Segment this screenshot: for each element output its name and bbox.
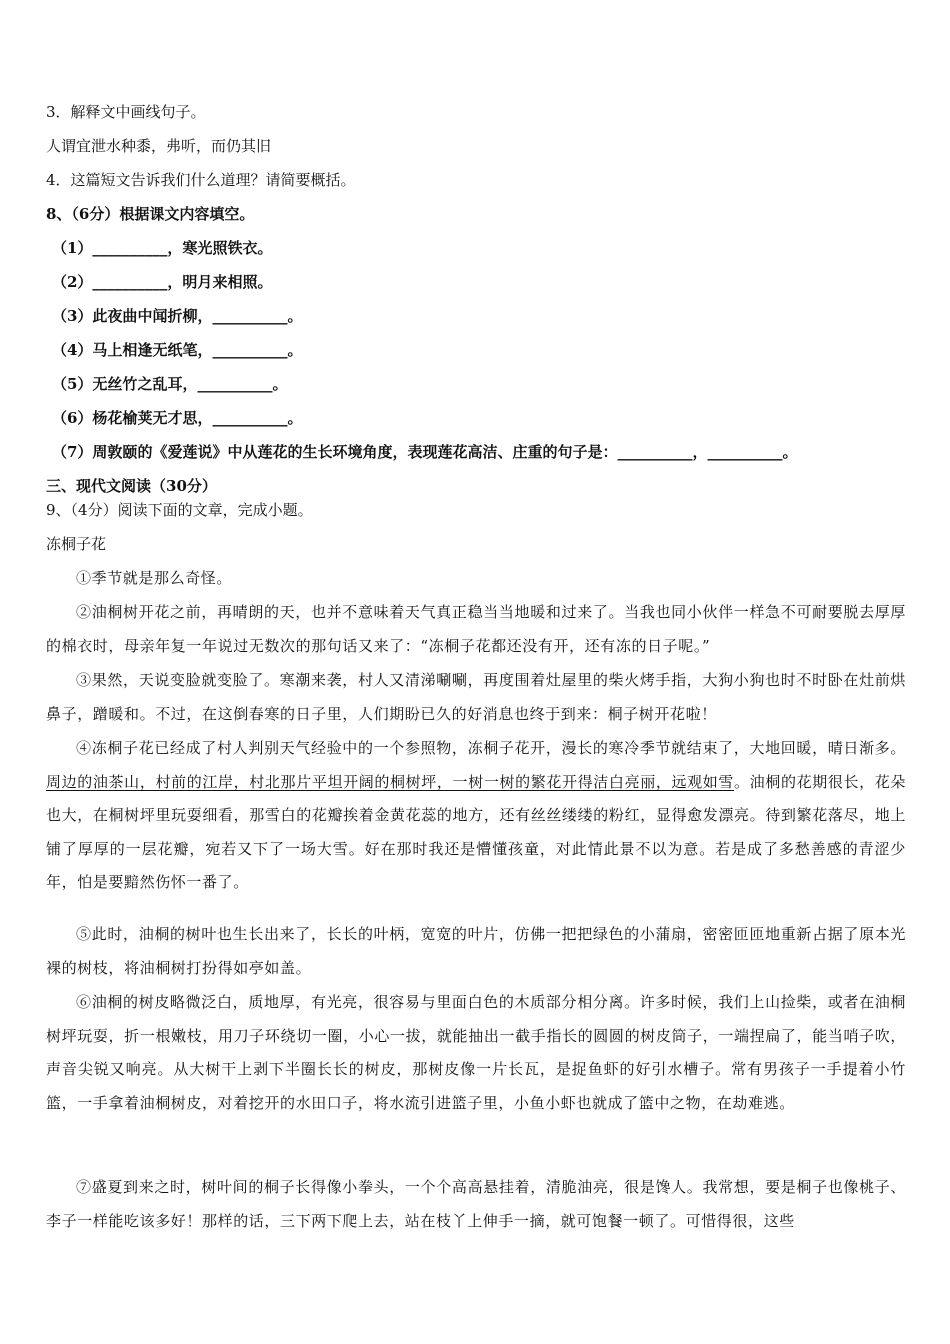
q8-item-3: （3）此夜曲中闻折柳，__________。 bbox=[52, 307, 303, 325]
q8-title: 8、（6分）根据课文内容填空。 bbox=[46, 205, 255, 223]
q8-item-6: （6）杨花榆荚无才思，__________。 bbox=[52, 409, 303, 427]
essay-paragraph-6 bbox=[46, 986, 906, 1120]
q9-prompt: 9、（4分）阅读下面的文章，完成小题。 bbox=[46, 501, 313, 519]
paragraph-text: ⑦盛夏到来之时，树叶间的桐子长得像小拳头，一个个高高悬挂着，清脆油亮，很是馋人。我常想，要是桐子也像桃子、李子一样能吃该多好！那样的话，三下两下爬上去，站在枝丫上伸手一摘，就可饱餐一顿了。可惜得很，这些 bbox=[46, 1178, 906, 1230]
essay-paragraph-7 bbox=[46, 1171, 906, 1238]
q3-sentence: 人谓宜泄水种黍，弗听，而仍其旧 bbox=[46, 137, 272, 155]
q8-item-1: （1）__________，寒光照铁衣。 bbox=[52, 239, 273, 257]
essay-paragraph-3 bbox=[46, 664, 906, 731]
paragraph-text: ④冻桐子花已经成了村人判别天气经验中的一个参照物，冻桐子花开，漫长的寒冷季节就结束了，大地回暖，晴日渐多。 bbox=[76, 739, 906, 757]
q4-prompt: 4．这篇短文告诉我们什么道理？请简要概括。 bbox=[46, 171, 356, 189]
underlined-sentence: 周边的油茶山，村前的江岸，村北那片平坦开阔的桐树坪，一树一树的繁花开得洁白亮丽，远观如雪 bbox=[46, 772, 735, 791]
essay-paragraph-4 bbox=[46, 732, 906, 900]
section-heading: 三、现代文阅读（30分） bbox=[46, 477, 217, 495]
q3-prompt: 3．解释文中画线句子。 bbox=[46, 103, 206, 121]
paragraph-text: ②油桐树开花之前，再晴朗的天，也并不意味着天气真正稳当当地暖和过来了。当我也同小伙伴一样急不可耐要脱去厚厚的棉衣时，母亲年复一年说过无数次的那句话又来了：“冻桐子花都还没有开，还有冻的日子呢。” bbox=[46, 603, 906, 655]
paragraph-text: ③果然，天说变脸就变脸了。寒潮来袭，村人又清涕唰唰，再度围着灶屋里的柴火烤手指，大狗小狗也时不时卧在灶前烘鼻子，蹭暖和。不过，在这倒春寒的日子里，人们期盼已久的好消息也终于到来：桐子树开花啦！ bbox=[46, 671, 906, 723]
essay-paragraph-1 bbox=[46, 562, 906, 596]
paragraph-text: ①季节就是那么奇怪。 bbox=[76, 569, 233, 587]
q8-item-7: （7）周敦颐的《爱莲说》中从莲花的生长环境角度，表现莲花高洁、庄重的句子是：__________，__________。 bbox=[52, 443, 798, 461]
essay-paragraph-2 bbox=[46, 596, 906, 663]
q8-item-5: （5）无丝竹之乱耳，__________。 bbox=[52, 375, 288, 393]
paragraph-text: 。油桐的花期很长，花朵也大，在桐树坪里玩耍细看，那雪白的花瓣挨着金黄花蕊的地方，还有丝丝缕缕的粉红，显得愈发漂亮。待到繁花落尽，地上铺了厚厚的一层花瓣，宛若又下了一场大雪。好在那时我还是懵懂孩童，对此情此景不以为意。若是成了多愁善感的青涩少年，怕是要黯然伤怀一番了。 bbox=[46, 772, 906, 891]
essay-title: 冻桐子花 bbox=[46, 535, 107, 553]
q8-item-4: （4）马上相逢无纸笔，__________。 bbox=[52, 341, 303, 359]
paragraph-text: ⑥油桐的树皮略微泛白，质地厚，有光亮，很容易与里面白色的木质部分相分离。许多时候，我们上山捡柴，或者在油桐树坪玩耍，折一根嫩枝，用刀子环绕切一圈，小心一拔，就能抽出一截手指长的圆圆的树皮筒子，一端捏扁了，能当哨子吹，声音尖锐又响亮。从大树干上剥下半圈长长的树皮，那树皮像一片长瓦，是捉鱼虾的好引水槽子。常有男孩子一手提着小竹篮，一手拿着油桐树皮，对着挖开的水田口子，将水流引进篮子里，小鱼小虾也就成了篮中之物，在劫难逃。 bbox=[46, 993, 906, 1112]
q8-item-2: （2）__________，明月来相照。 bbox=[52, 273, 273, 291]
essay-paragraph-5 bbox=[46, 918, 906, 985]
paragraph-text: ⑤此时，油桐的树叶也生长出来了，长长的叶柄，宽宽的叶片，仿佛一把把绿色的小蒲扇，密密匝匝地重新占据了原本光裸的树枝，将油桐树打扮得如亭如盖。 bbox=[46, 925, 906, 977]
